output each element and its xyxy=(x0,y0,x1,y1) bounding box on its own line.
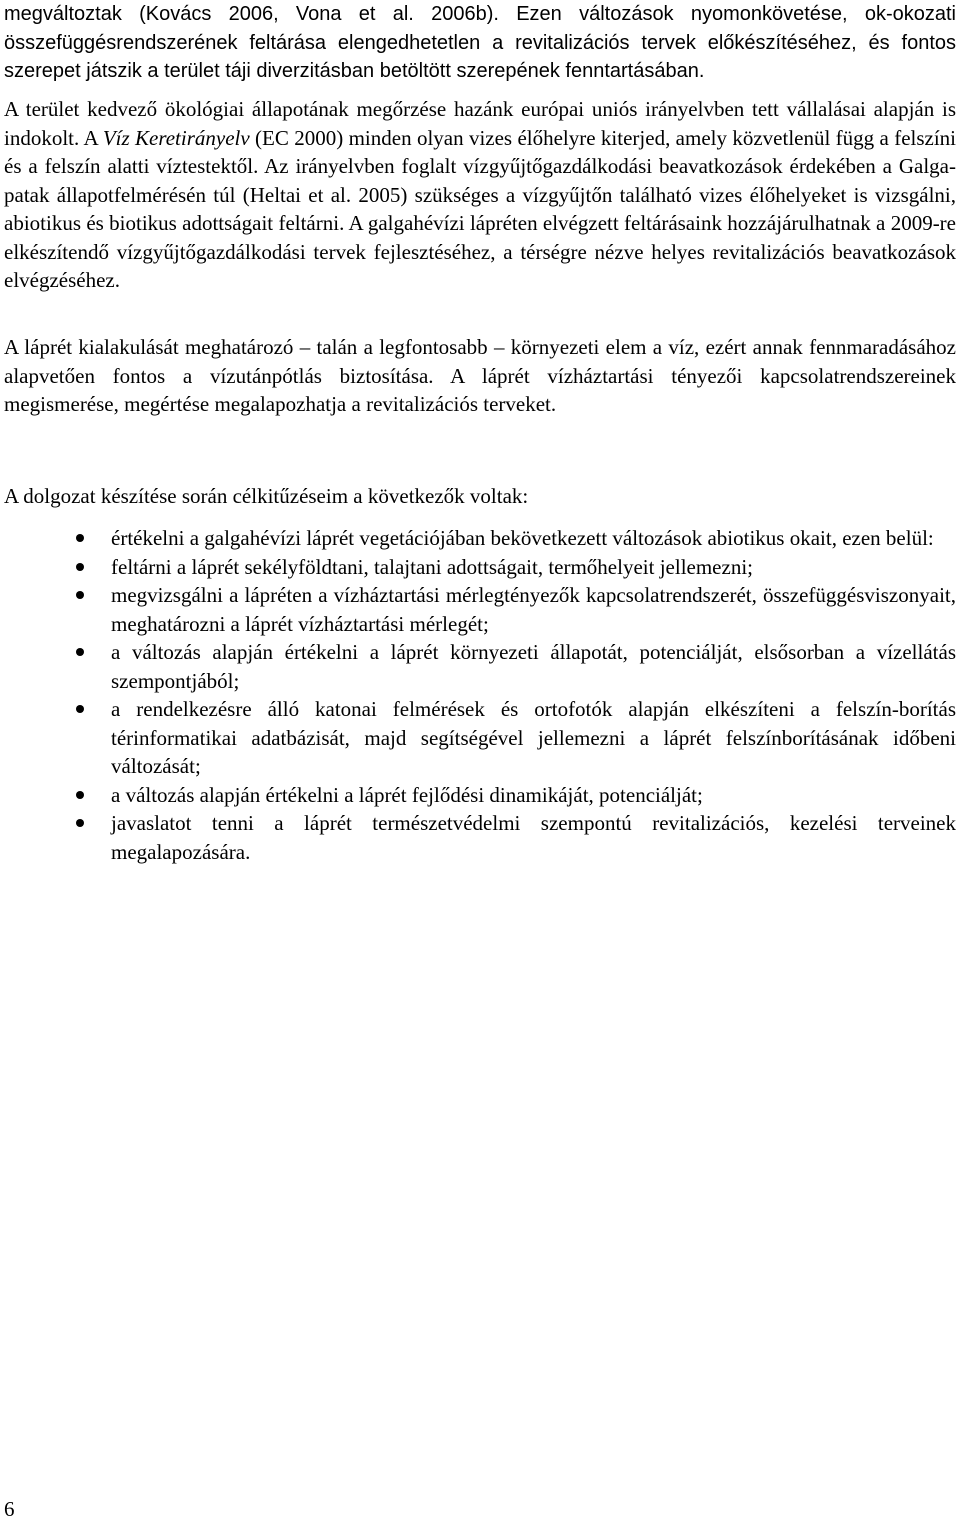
paragraph-2-text-b: (EC 2000) minden olyan vizes élőhelyre kiterjed, amely közvetlenül függ a felszíni és a felszín alatti víztestektől. Az irányelvben foglalt vízgyűjtőgazdálkodási beavatkozások érdekében a Galga-patak állapotfelmérésén túl (Heltai et al. 2005) szükséges a vízgyűjtőn található vizes élőhelyeket is vizsgálni, abiotikus és biotikus adottságait feltárni. A galgahévízi lápréten elvégzett feltárásaink hozzájárulhatnak a 2009-re elkészítendő vízgyűjtőgazdálkodási tervek fejlesztéséhez, a térségre nézve helyes revitalizációs beavatkozások elvégzéséhez. xyxy=(4,125,957,292)
list-item xyxy=(4,809,956,866)
bullet-icon xyxy=(76,791,84,799)
bullet-icon xyxy=(76,819,84,827)
paragraph-2 xyxy=(4,95,956,295)
list-item xyxy=(4,781,956,810)
goal-text: javaslatot tenni a láprét természetvédelmi szempontú revitalizációs, kezelési terveinek megalapozására. xyxy=(111,811,956,864)
list-item xyxy=(4,695,956,781)
list-item xyxy=(4,524,956,553)
list-item xyxy=(4,553,956,582)
page-number: 6 xyxy=(4,1497,15,1521)
bullet-icon xyxy=(76,534,84,542)
bullet-icon xyxy=(76,563,84,571)
goal-text: a rendelkezésre álló katonai felmérések és ortofotók alapján elkészíteni a felszín-borítás térinformatikai adatbázisát, majd segítségével jellemezni a láprét felszínborításának időbeni változását; xyxy=(111,697,956,778)
goal-text: feltárni a láprét sekélyföldtani, talajtani adottságait, termőhelyeit jellemezni; xyxy=(111,554,753,579)
goals-list xyxy=(4,524,956,866)
list-item xyxy=(4,638,956,695)
goal-text: a változás alapján értékelni a láprét környezeti állapotát, potenciálját, elsősorban a vízellátás szempontjából; xyxy=(111,640,956,693)
bullet-icon xyxy=(76,648,84,656)
bullet-icon xyxy=(76,591,84,599)
goal-text: értékelni a galgahévízi láprét vegetációjában bekövetkezett változások abiotikus okait, ezen belül: xyxy=(111,526,934,550)
paragraph-3: A láprét kialakulását meghatározó – talán a legfontosabb – környezeti elem a víz, ezért annak fennmaradásához alapvetően fontos a vízutánpótlás biztosítása. A láprét vízháztartási tényezői kapcsolatrendszereinek megismerése, megértése megalapozhatja a revitalizációs terveket. xyxy=(4,335,956,416)
paragraph-1: megváltoztak (Kovács 2006, Vona et al. 2006b). Ezen változások nyomonkövetése, ok-okozati összefüggésrendszerének feltárása elengedhetetlen a revitalizációs tervek előkészítéséhez, és fontos szerepet játszik a terület táji diverzitásban betöltött szerepének fenntartásában. xyxy=(4,3,956,82)
bullet-icon xyxy=(76,705,84,713)
goals-intro: A dolgozat készítése során célkitűzéseim a következők voltak: xyxy=(4,484,529,508)
list-item xyxy=(4,581,956,638)
goal-text: megvizsgálni a lápréten a vízháztartási mérlegtényezők kapcsolatrendszerét, összefüggésviszonyait, meghatározni a láprét vízháztartási mérlegét; xyxy=(111,583,956,636)
directive-title: Víz Keretirányelv xyxy=(102,125,250,150)
paragraph-2-text-a: A terület kedvező ökológiai állapotának megőrzése hazánk európai uniós irányelvben tett vállalásai alapján is indokolt. A xyxy=(4,97,956,150)
goal-text: a változás alapján értékelni a láprét fejlődési dinamikáját, potenciálját; xyxy=(111,782,703,807)
